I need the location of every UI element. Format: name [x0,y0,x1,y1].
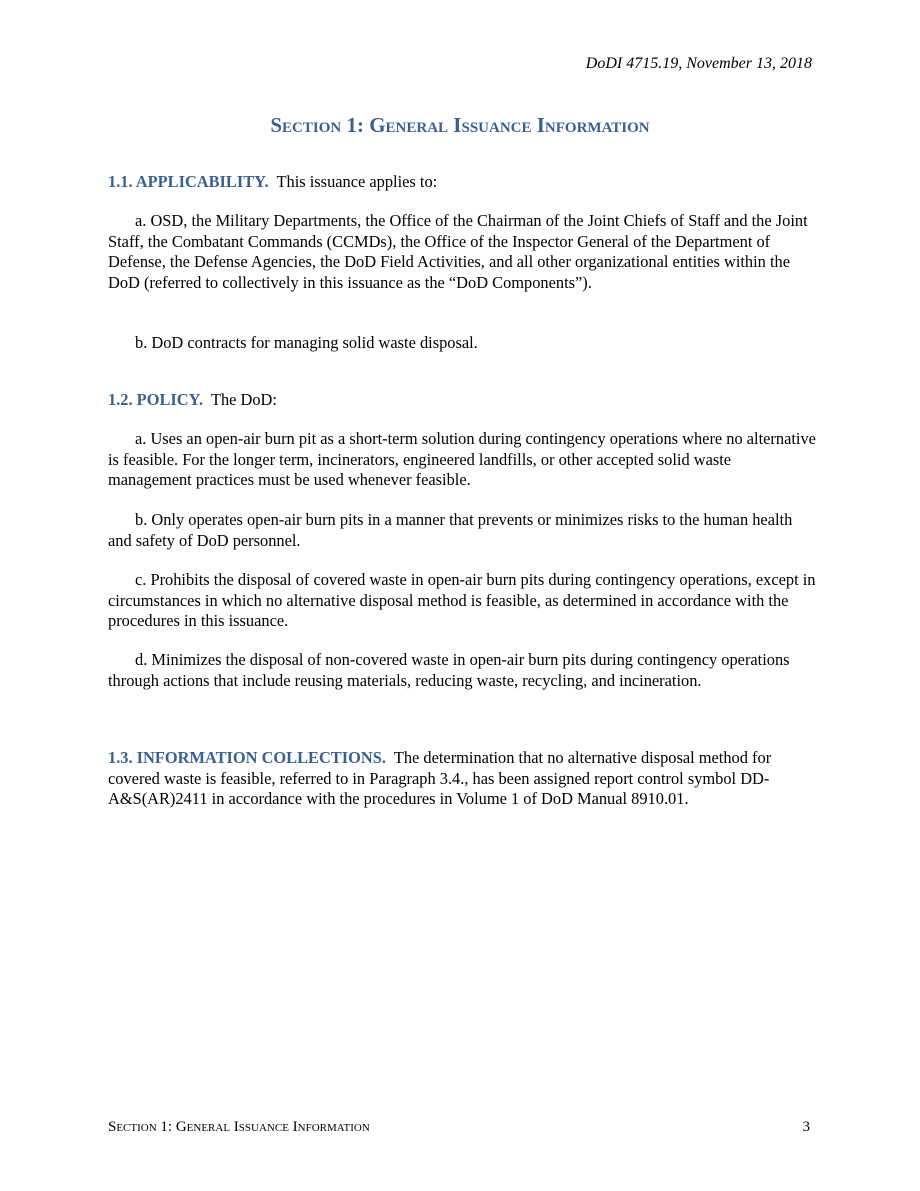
running-head: DoDI 4715.19, November 13, 2018 [585,55,812,72]
footer-section-label: Section 1: General Issuance Information [108,1119,370,1135]
section-title: Section 1: General Issuance Information [270,113,650,137]
paragraph-1-2-a: a. Uses an open-air burn pit as a short-term solution during contingency operations where no alternative is feasible. For the longer term, incinerators, engineered landfills, or other accepted solid waste management practices must be used whenever feasible. [108,429,816,490]
paragraph-lead: This issuance applies to: [276,172,438,191]
paragraph-1-2-d: d. Minimizes the disposal of non-covered waste in open-air burn pits during contingency operations through actions that include reusing materials, reducing waste, recycling, and incineration. [108,650,790,690]
paragraph-lead: The DoD: [210,390,277,409]
paragraph-1-2-c: c. Prohibits the disposal of covered waste in open-air burn pits during contingency operations, except in circumstances in which no alternative disposal method is feasible, as determined in accordance with the procedures in this issuance. [108,570,816,631]
paragraph-1-2 [108,390,818,411]
paragraph-1-2-b: b. Only operates open-air burn pits in a manner that prevents or minimizes risks to the human health and safety of DoD personnel. [108,510,793,550]
paragraph-heading: 1.3. INFORMATION COLLECTIONS. [108,748,386,767]
paragraph-heading: 1.1. APPLICABILITY. [108,172,269,191]
page-number: 3 [802,1119,810,1135]
paragraph-1-1 [108,172,818,193]
paragraph-1-3 [108,748,818,810]
paragraph-text: The determination that no alternative disposal method for covered waste is feasible, referred to in Paragraph 3.4., has been assigned report control symbol DD- A&S(AR)2411 in accordance with the procedures in Volume 1 of DoD Manual 8910.01. [108,748,772,809]
paragraph-1-1-b: b. DoD contracts for managing solid waste disposal. [135,333,478,352]
paragraph-1-1-a: a. OSD, the Military Departments, the Office of the Chairman of the Joint Chiefs of Staff and the Joint Staff, the Combatant Commands (CCMDs), the Office of the Inspector General of the Department of Defense, the Defense Agencies, the DoD Field Activities, and all other organizational entities within the DoD (referred to collectively in this issuance as the “DoD Components”). [108,211,808,292]
paragraph-heading: 1.2. POLICY. [108,390,204,409]
